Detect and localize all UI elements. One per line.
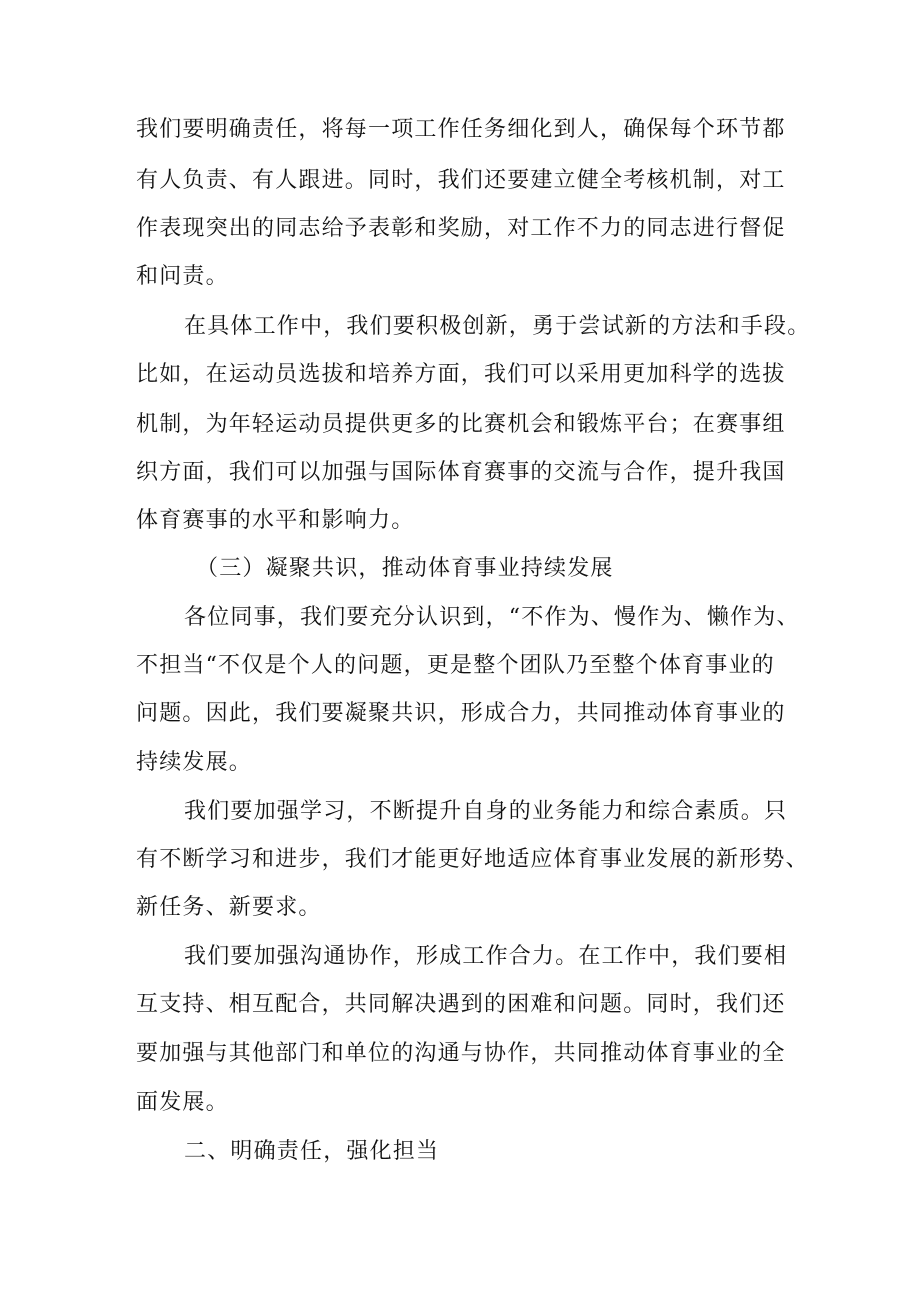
text-line: 机制，为年轻运动员提供更多的比赛机会和锻炼平台；在赛事组 bbox=[136, 412, 786, 437]
text-line: 体育赛事的水平和影响力。 bbox=[136, 508, 415, 533]
section-heading: （三）凝聚共识，推动体育事业持续发展 bbox=[196, 556, 614, 581]
text-line: 新任务、新要求。 bbox=[136, 895, 322, 920]
text-line: 有不断学习和进步，我们才能更好地适应体育事业发展的新形势、 bbox=[136, 847, 809, 872]
text-line: 比如，在运动员选拔和培养方面，我们可以采用更加科学的选拔 bbox=[136, 362, 786, 387]
text-line: 有人负责、有人跟进。同时，我们还要建立健全考核机制，对工 bbox=[136, 168, 786, 193]
text-line: 不担当“不仅是个人的问题，更是整个团队乃至整个体育事业的 bbox=[136, 653, 775, 678]
text-line: 织方面，我们可以加强与国际体育赛事的交流与合作，提升我国 bbox=[136, 460, 786, 485]
section-heading: 二、明确责任，强化担当 bbox=[184, 1139, 440, 1164]
text-line: 我们要加强沟通协作，形成工作合力。在工作中，我们要相 bbox=[184, 944, 788, 969]
text-line: 持续发展。 bbox=[136, 750, 253, 775]
text-line: 和问责。 bbox=[136, 264, 229, 289]
text-line: 面发展。 bbox=[136, 1090, 229, 1115]
text-line: 我们要明确责任，将每一项工作任务细化到人，确保每个环节都 bbox=[136, 117, 786, 142]
text-line: 我们要加强学习，不断提升自身的业务能力和综合素质。只 bbox=[184, 799, 788, 824]
text-line: 作表现突出的同志给予表彰和奖励，对工作不力的同志进行督促 bbox=[136, 216, 786, 241]
text-line: 在具体工作中，我们要积极创新，勇于尝试新的方法和手段。 bbox=[184, 314, 811, 339]
text-line: 互支持、相互配合，共同解决遇到的困难和问题。同时，我们还 bbox=[136, 992, 786, 1017]
text-line: 各位同事，我们要充分认识到，“不作为、慢作为、懒作为、 bbox=[184, 605, 800, 630]
text-line: 问题。因此，我们要凝聚共识，形成合力，共同推动体育事业的 bbox=[136, 701, 786, 726]
text-line: 要加强与其他部门和单位的沟通与协作，共同推动体育事业的全 bbox=[136, 1041, 786, 1066]
